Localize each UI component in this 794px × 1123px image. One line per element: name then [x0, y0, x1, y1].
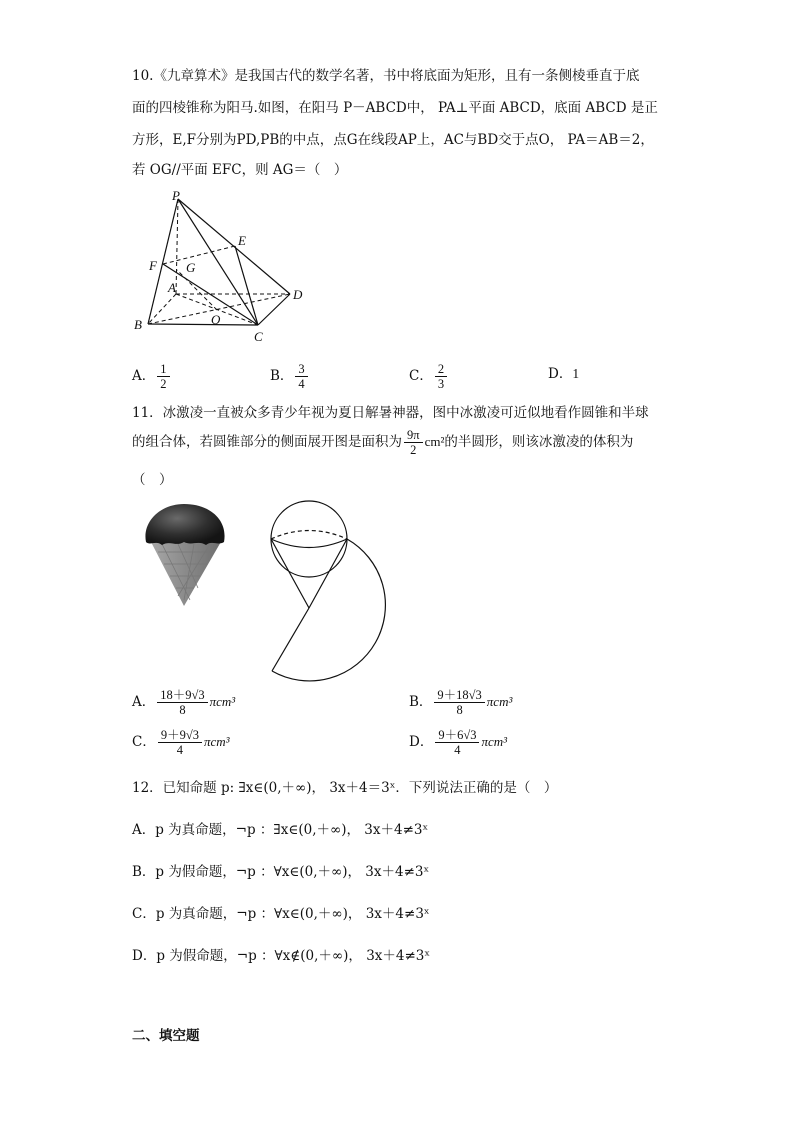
q11-option-a[interactable] — [132, 688, 235, 717]
q11-area-fraction — [404, 428, 423, 457]
cone-left-edge — [271, 539, 309, 608]
q12-option-c[interactable]: C．p 为真命题，¬p ：∀x∈(0,＋∞)， 3x＋4≠3ˣ — [132, 906, 430, 922]
q11-option-b-num: 9＋18√3 — [434, 688, 484, 703]
q11-option-c-fraction — [158, 728, 202, 757]
q11-option-c-num: 9＋9√3 — [158, 728, 202, 743]
edge-cd — [258, 294, 290, 325]
label-a: A — [168, 280, 176, 295]
q11-option-d-unit: πcm³ — [481, 734, 508, 749]
q10-option-c-num: 2 — [435, 362, 447, 377]
q10-option-a-den: 2 — [160, 377, 167, 391]
q10-option-b[interactable] — [270, 362, 310, 391]
q11-option-b-letter: B． — [409, 694, 433, 710]
q10-option-b-fraction — [295, 362, 307, 391]
q10-option-d-value: 1 — [572, 366, 580, 381]
sphere-outline — [271, 501, 347, 577]
q10-line-4: 若 OG//平面 EFC，则 AG＝（ ） — [132, 162, 348, 178]
q11-option-b-fraction — [434, 688, 484, 717]
label-o: O — [211, 312, 221, 327]
q12-option-a[interactable]: A．p 为真命题，¬p ：∃x∈(0,＋∞)， 3x＋4≠3ˣ — [132, 822, 429, 838]
q11-line-1: 11．冰激凌一直被众多青少年视为夏日解暑神器，图中冰激凌可近似地看作圆锥和半球 — [132, 405, 649, 421]
label-c: C — [254, 329, 263, 344]
label-b: B — [134, 317, 142, 332]
q11-option-a-den: 8 — [179, 703, 186, 717]
q10-option-c-fraction — [435, 362, 447, 391]
q10-option-b-num: 3 — [295, 362, 307, 377]
q11-option-d[interactable] — [409, 728, 507, 757]
scoop-shape — [145, 504, 224, 545]
q10-option-a[interactable] — [132, 362, 172, 391]
q10-line-3: 方形，E,F分别为PD,PB的中点，点G在线段AP上，AC与BD交于点O， PA＝AB＝2， — [132, 132, 654, 148]
sector-arc — [272, 539, 385, 681]
q11-option-a-fraction — [157, 688, 207, 717]
q10-option-c[interactable] — [409, 362, 449, 391]
edge-pa — [176, 199, 178, 294]
pyramid-figure — [128, 188, 318, 348]
q11-option-c[interactable] — [132, 728, 230, 757]
q12-option-b[interactable]: B．p 为假命题，¬p ：∀x∈(0,＋∞)， 3x＋4≠3ˣ — [132, 864, 430, 880]
q10-option-c-letter: C． — [409, 368, 433, 384]
q11-option-b[interactable] — [409, 688, 512, 717]
q11-option-d-num: 9＋6√3 — [435, 728, 479, 743]
q11-line-2 — [132, 428, 633, 457]
q11-option-d-letter: D． — [409, 734, 434, 750]
label-d: D — [293, 287, 303, 302]
edge-fe — [163, 246, 235, 264]
q11-area-den: 2 — [410, 443, 417, 457]
q10-option-b-den: 4 — [298, 377, 305, 391]
q11-option-b-den: 8 — [456, 703, 463, 717]
q11-line-3: （ ） — [132, 472, 173, 488]
q11-area-unit: cm² — [424, 434, 445, 449]
cone-net-diagram — [262, 500, 387, 682]
sphere-equator-front — [271, 539, 347, 548]
q11-area-num: 9π — [404, 428, 423, 443]
label-e: E — [238, 233, 246, 248]
q11-option-a-num: 18＋9√3 — [157, 688, 207, 703]
q12-stem: 12．已知命题 p: ∃x∈(0,＋∞)， 3x＋4＝3ˣ．下列说法正确的是（ ） — [132, 780, 558, 796]
q11-option-b-unit: πcm³ — [486, 694, 513, 709]
label-g: G — [186, 260, 196, 275]
edge-bc — [148, 324, 258, 325]
cone-shape — [150, 540, 222, 606]
q11-option-a-unit: πcm³ — [209, 694, 236, 709]
q11-option-d-fraction — [435, 728, 479, 757]
q12-option-d[interactable]: D．p 为假命题，¬p ：∀x∉(0,＋∞)， 3x＋4≠3ˣ — [132, 948, 431, 964]
q10-option-d[interactable] — [548, 364, 579, 384]
q10-option-a-fraction — [157, 362, 169, 391]
cone-right-edge — [309, 539, 347, 608]
sector-straight-edge — [272, 608, 309, 671]
q10-option-a-num: 1 — [157, 362, 169, 377]
q11-line-2-text-a: 的组合体，若圆锥部分的侧面展开图是面积为 — [132, 434, 402, 450]
sphere-equator-back — [271, 531, 347, 540]
label-f: F — [149, 258, 157, 273]
q11-line-2-text-b: 的半圆形，则该冰激凌的体积为 — [444, 434, 634, 450]
q10-option-c-den: 3 — [437, 377, 445, 391]
q10-option-d-letter: D． — [548, 366, 573, 382]
q11-option-c-letter: C． — [132, 734, 156, 750]
q11-option-c-unit: πcm³ — [203, 734, 230, 749]
q10-line-1: 10.《九章算术》是我国古代的数学名著，书中将底面为矩形，且有一条侧棱垂直于底 — [132, 68, 640, 84]
q11-option-d-den: 4 — [454, 743, 461, 757]
q10-line-2: 面的四棱锥称为阳马.如图，在阳马 P－ABCD中， PA⊥平面 ABCD，底面 ABCD 是正 — [132, 100, 658, 116]
section-title: 二、填空题 — [132, 1028, 200, 1044]
ice-cream-image — [138, 500, 238, 608]
q10-option-a-letter: A． — [132, 368, 156, 384]
q11-option-c-den: 4 — [176, 743, 184, 757]
q11-option-a-letter: A． — [132, 694, 156, 710]
q10-option-b-letter: B． — [270, 368, 294, 384]
edge-og — [177, 270, 217, 310]
label-p: P — [172, 188, 180, 203]
